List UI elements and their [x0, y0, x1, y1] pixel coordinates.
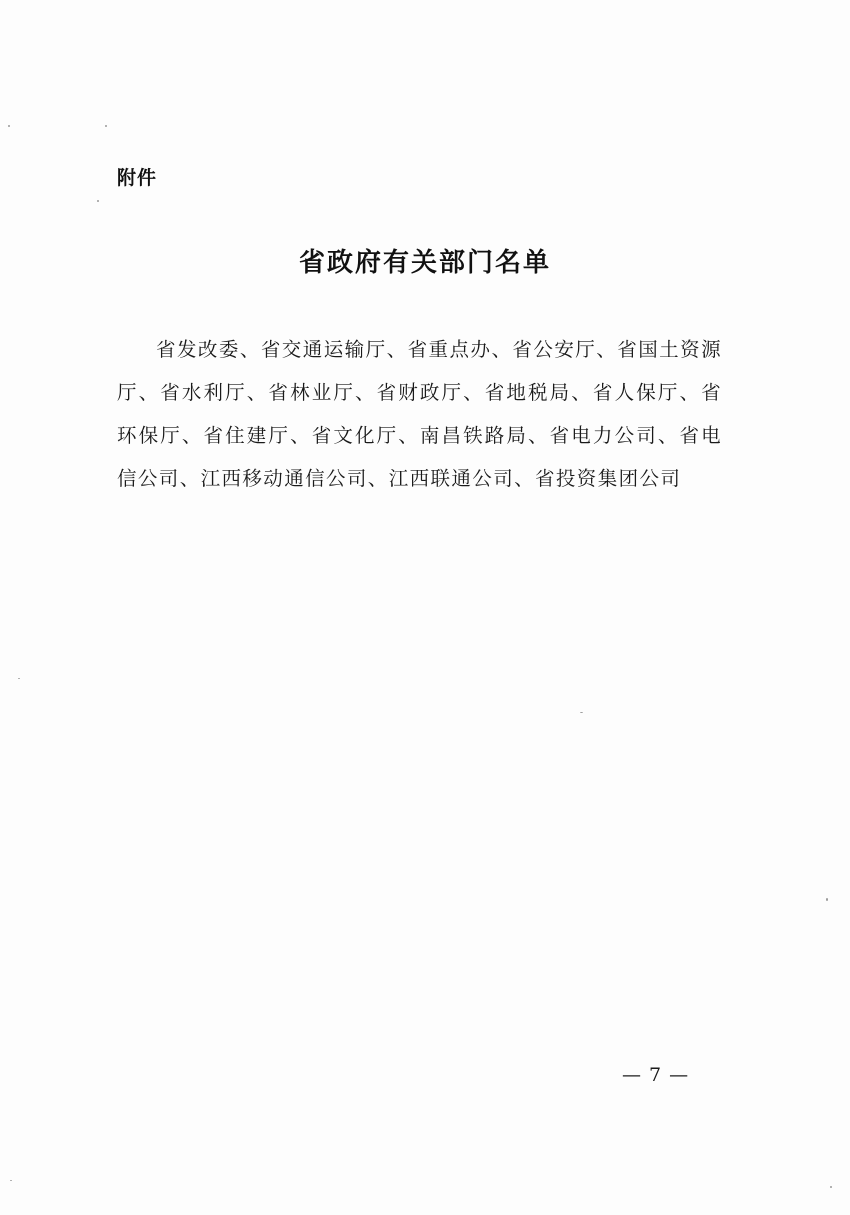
- department-list-paragraph: 省发改委、省交通运输厅、省重点办、省公安厅、省国土资源厅、省水利厅、省林业厅、省财政厅、省地税局、省人保厅、省环保厅、省住建厅、省文化厅、南昌铁路局、省电力公司、省电信公司、江西移动通信公司、江西联通公司、省投资集团公司: [117, 338, 722, 490]
- attachment-label: 附件: [117, 167, 158, 189]
- scan-speck: [580, 712, 583, 713]
- scan-speck: [8, 125, 10, 127]
- scan-speck: [830, 1186, 832, 1188]
- page-number: — 7 —: [622, 1064, 690, 1086]
- scan-speck: [826, 898, 828, 901]
- document-title: 省政府有关部门名单: [298, 248, 551, 278]
- scan-speck: [10, 1180, 12, 1181]
- scan-speck: [97, 200, 99, 202]
- scan-speck: [18, 678, 20, 679]
- scan-speck: [105, 125, 107, 127]
